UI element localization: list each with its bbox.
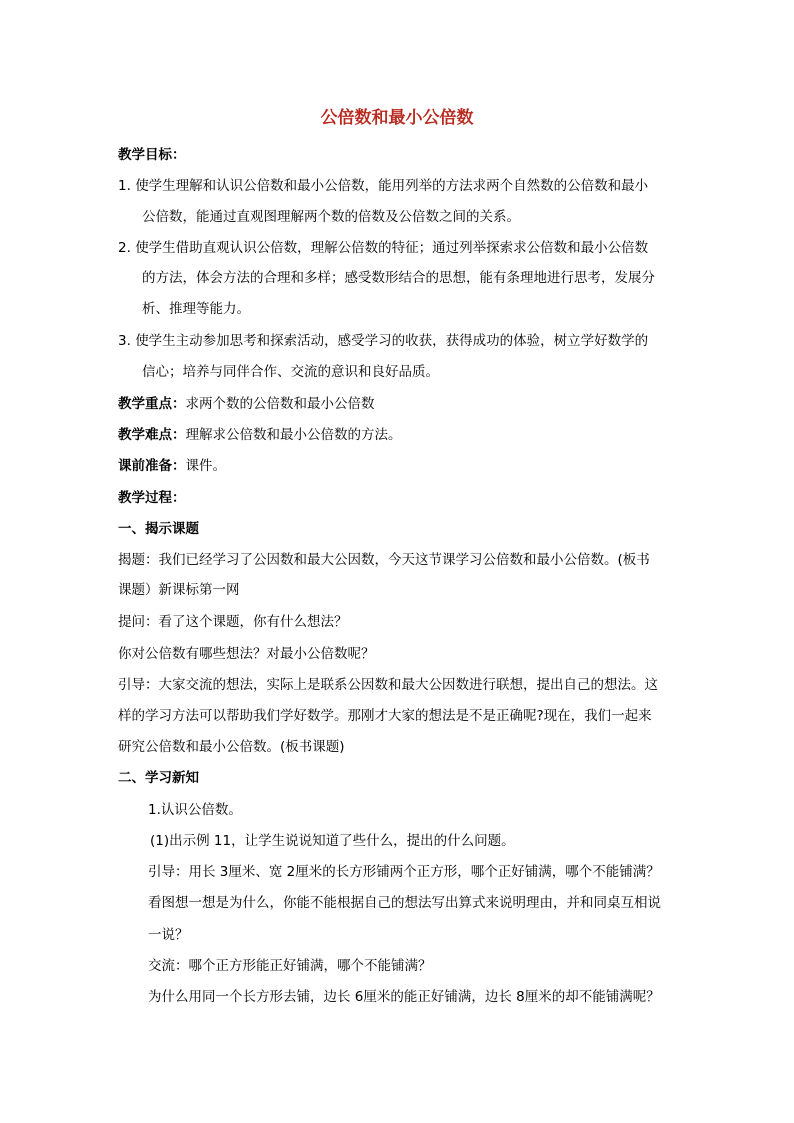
preparation-text: 课件。 (185, 458, 226, 474)
section-2-heading: 二、学习新知 (118, 770, 199, 786)
key-point-label: 教学重点： (118, 396, 186, 412)
objective-1-number: 1. (118, 178, 131, 194)
objective-2-line-1 (118, 238, 648, 258)
section-2-line: 为什么用同一个长方形去铺，边长 6厘米的能正好铺满，边长 8厘米的却不能铺满呢？ (148, 989, 660, 1005)
key-point (118, 394, 375, 414)
objective-2-text: 使学生借助直观认识公倍数，理解公倍数的特征；通过列举探索求公倍数和最小公倍数 (135, 240, 649, 256)
section-1-line: 揭题：我们已经学习了公因数和最大公因数，今天这节课学习公倍数和最小公倍数。(板书 (118, 552, 650, 568)
document-title: 公倍数和最小公倍数 (320, 108, 474, 128)
objective-1-line-1 (118, 176, 648, 196)
section-1-heading: 一、揭示课题 (118, 521, 199, 537)
objective-2-line-3: 析、推理等能力。 (142, 301, 250, 317)
objective-2-line-2: 的方法，体会方法的合理和多样；感受数形结合的思想，能有条理地进行思考，发展分 (142, 270, 655, 286)
objectives-heading: 教学目标： (118, 147, 186, 163)
section-2-line: 交流：哪个正方形能正好铺满，哪个不能铺满？ (148, 958, 432, 974)
objective-3-line-2: 信心；培养与同伴合作、交流的意识和良好品质。 (142, 364, 439, 380)
objective-1-text: 使学生理解和认识公倍数和最小公倍数，能用列举的方法求两个自然数的公倍数和最小 (135, 178, 649, 194)
section-1-line: 提问：看了这个课题，你有什么想法？ (118, 614, 348, 630)
objective-3-number: 3. (118, 333, 131, 349)
key-point-text: 求两个数的公倍数和最小公倍数 (185, 396, 375, 412)
objective-1-line-2: 公倍数，能通过直观图理解两个数的倍数及公倍数之间的关系。 (142, 209, 520, 225)
objective-3-line-1 (118, 331, 648, 351)
section-1-line: 你对公倍数有哪些想法？对最小公倍数呢？ (118, 646, 375, 662)
difficulty-label: 教学难点： (118, 427, 186, 443)
section-1-line: 样的学习方法可以帮助我们学好数学。那刚才大家的想法是不是正确呢?现在，我们一起来 (118, 708, 652, 724)
preparation (118, 456, 226, 476)
section-1-line: 引导：大家交流的想法，实际上是联系公因数和最大公因数进行联想，提出自己的想法。这 (118, 677, 658, 693)
difficulty-text: 理解求公倍数和最小公倍数的方法。 (185, 427, 402, 443)
section-2-line: 一说？ (148, 927, 189, 943)
preparation-label: 课前准备： (118, 458, 186, 474)
section-2-line: 引导：用长 3厘米、宽 2厘米的长方形铺两个正方形，哪个正好铺满，哪个不能铺满？ (148, 864, 660, 880)
section-1-line: 研究公倍数和最小公倍数。(板书课题) (118, 739, 345, 755)
objective-3-text: 使学生主动参加思考和探索活动，感受学习的收获，获得成功的体验，树立学好数学的 (135, 333, 649, 349)
section-2-subheading: 1.认识公倍数。 (148, 802, 242, 818)
difficulty (118, 425, 402, 445)
objective-2-number: 2. (118, 240, 131, 256)
section-2-line: 看图想一想是为什么，你能不能根据自己的想法写出算式来说明理由，并和同桌互相说 (148, 895, 661, 911)
section-2-example: (1)出示例 11，让学生说说知道了些什么，提出的什么问题。 (150, 833, 515, 849)
section-1-line: 课题）新课标第一网 (118, 582, 240, 598)
process-heading: 教学过程： (118, 490, 186, 506)
